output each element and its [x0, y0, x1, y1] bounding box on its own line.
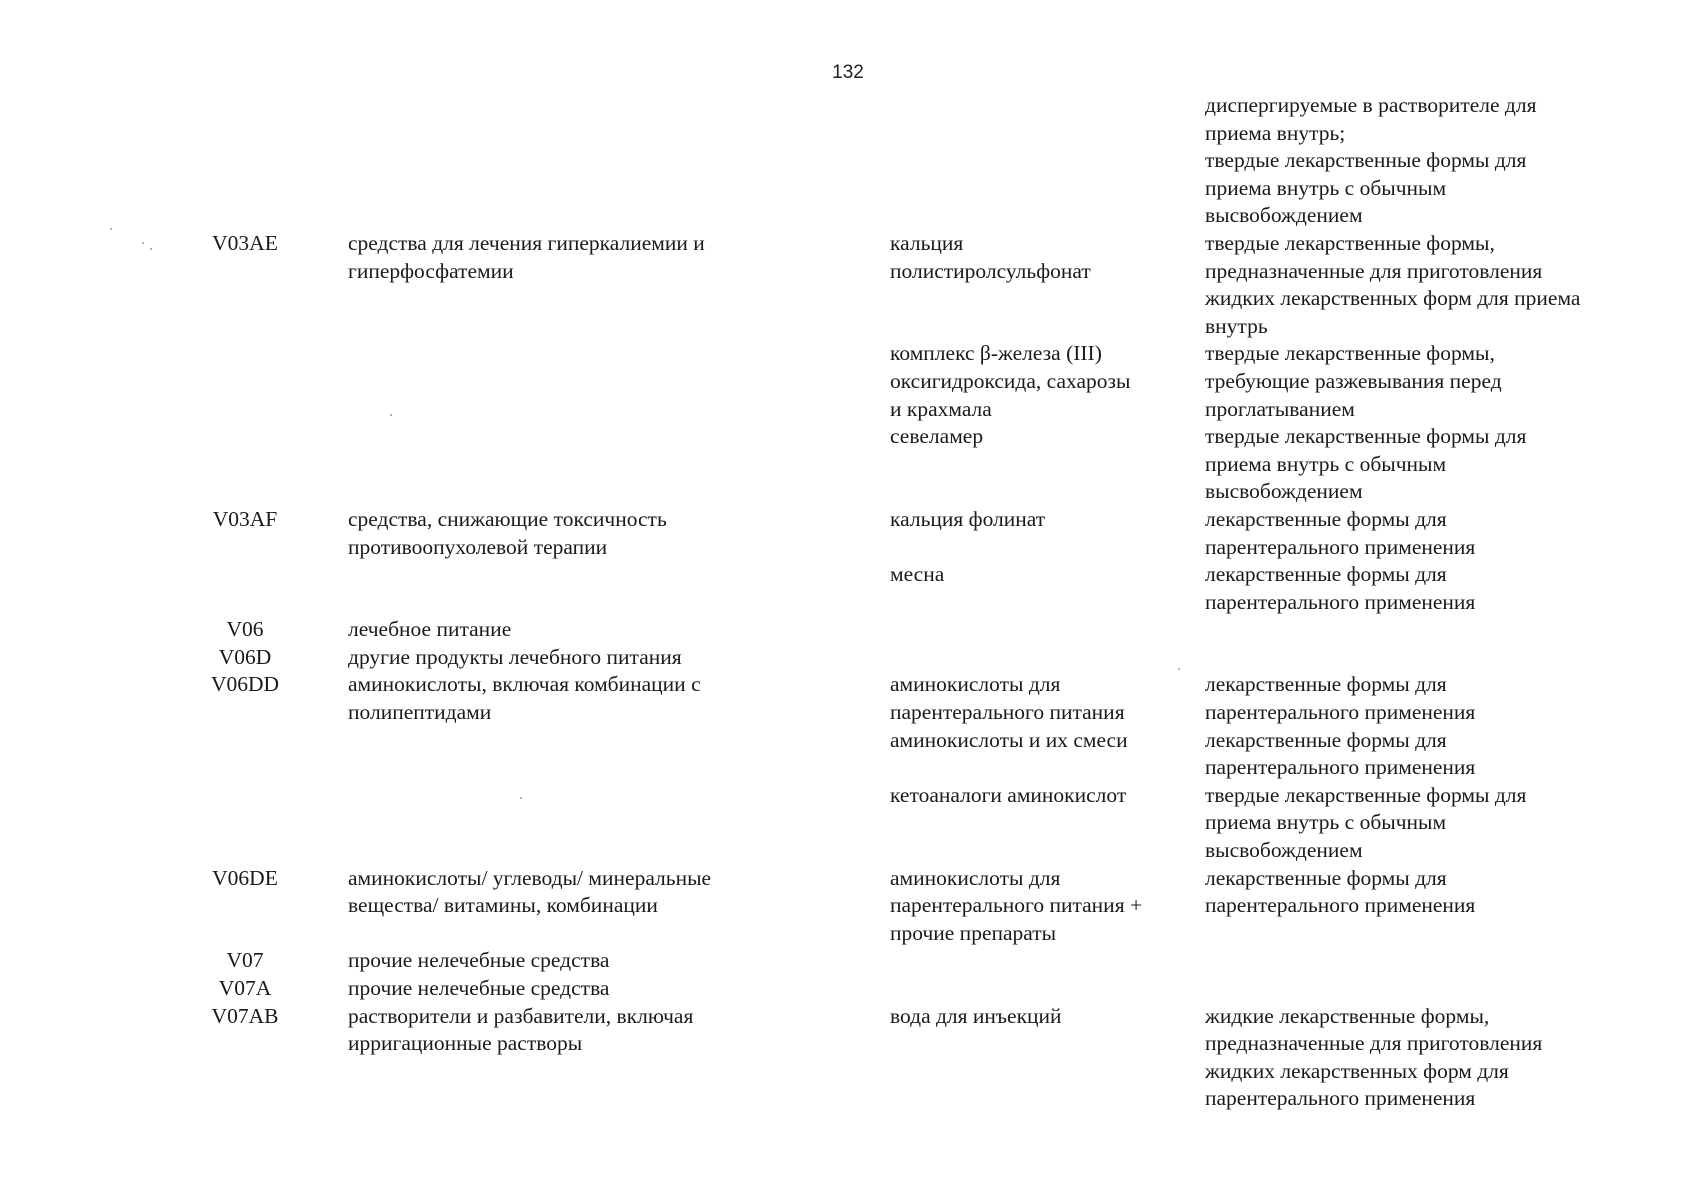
dosage-form-line: предназначенные для приготовления — [1205, 258, 1543, 283]
dosage-form-line: жидких лекарственных форм для приема — [1205, 286, 1581, 311]
atc-code: V06D — [218, 644, 272, 669]
drug-name-cell — [890, 1003, 1205, 1113]
anatomical-therapeutic-group-cell — [340, 92, 890, 230]
drug-name-cell — [890, 727, 1205, 782]
atc-code-cell — [150, 1003, 340, 1113]
dosage-form-line: парентерального применения — [1205, 755, 1476, 780]
anatomical-therapeutic-group-line: прочие нелечебные средства — [348, 948, 610, 973]
anatomical-therapeutic-group-cell — [340, 782, 890, 865]
atc-code: V07A — [218, 976, 272, 1000]
dosage-form-line: высвобождением — [1205, 479, 1363, 504]
table-row — [150, 423, 1630, 506]
drug-name-cell — [890, 423, 1205, 506]
anatomical-therapeutic-group-line: полипептидами — [348, 700, 492, 725]
dosage-form-line: лекарственные формы для — [1205, 562, 1447, 587]
atc-code-cell — [150, 975, 340, 1003]
table-row — [150, 561, 1630, 616]
dosage-form-line: парентерального применения — [1205, 700, 1476, 725]
drug-name-line: парентерального питания + — [890, 893, 1143, 918]
dosage-form-line: парентерального применения — [1205, 589, 1476, 614]
dosage-form-line: твердые лекарственные формы, — [1205, 341, 1495, 366]
dosage-form-line: высвобождением — [1205, 203, 1363, 228]
dosage-form-line: лекарственные формы для — [1205, 672, 1447, 697]
anatomical-therapeutic-group-cell — [340, 423, 890, 506]
drug-name-cell — [890, 975, 1205, 1003]
dosage-form-cell — [1205, 644, 1630, 672]
dosage-form-line: приема внутрь с обычным — [1205, 175, 1447, 200]
dosage-form-cell — [1205, 230, 1630, 340]
drug-name-line: и крахмала — [890, 396, 992, 421]
dosage-form-line: твердые лекарственные формы для — [1205, 424, 1527, 449]
anatomical-therapeutic-group-cell — [340, 616, 890, 644]
drug-name-line: парентерального питания — [890, 700, 1125, 725]
dosage-form-line: жидких лекарственных форм для — [1205, 1058, 1509, 1083]
anatomical-therapeutic-group-cell — [340, 644, 890, 672]
dosage-form-cell — [1205, 975, 1630, 1003]
dosage-form-cell — [1205, 92, 1630, 230]
dosage-form-line: твердые лекарственные формы, — [1205, 230, 1495, 255]
dosage-form-line: внутрь — [1205, 313, 1268, 338]
dosage-form-line: лекарственные формы для — [1205, 865, 1447, 890]
scan-speck — [520, 797, 522, 799]
anatomical-therapeutic-group-cell — [340, 671, 890, 726]
atc-code-cell — [150, 947, 340, 975]
dosage-form-cell — [1205, 506, 1630, 561]
anatomical-therapeutic-group-line: прочие нелечебные средства — [348, 976, 610, 1000]
anatomical-therapeutic-group-line: ирригационные растворы — [348, 1031, 583, 1056]
drug-name-cell — [890, 782, 1205, 865]
dosage-form-cell — [1205, 340, 1630, 423]
atc-code: V03AF — [212, 506, 278, 531]
anatomical-therapeutic-group-cell — [340, 561, 890, 616]
scan-speck — [110, 228, 112, 230]
atc-code-cell — [150, 782, 340, 865]
anatomical-therapeutic-group-cell — [340, 340, 890, 423]
drug-name-line: аминокислоты и их смеси — [890, 727, 1128, 752]
dosage-form-cell — [1205, 1003, 1630, 1113]
table-row — [150, 671, 1630, 726]
dosage-form-line: требующие разжевывания перед — [1205, 368, 1502, 393]
drug-name-line: кетоаналоги аминокислот — [890, 782, 1127, 807]
table-row — [150, 865, 1630, 948]
dosage-form-cell — [1205, 865, 1630, 948]
atc-code-cell — [150, 644, 340, 672]
table-row — [150, 975, 1630, 1003]
table-row — [150, 782, 1630, 865]
atc-code-cell — [150, 727, 340, 782]
anatomical-therapeutic-group-line: аминокислоты/ углеводы/ минеральные — [348, 865, 712, 890]
anatomical-therapeutic-group-cell — [340, 727, 890, 782]
dosage-form-line: лекарственные формы для — [1205, 506, 1447, 531]
table-row — [150, 727, 1630, 782]
atc-code-cell — [150, 616, 340, 644]
anatomical-therapeutic-group-cell — [340, 947, 890, 975]
drug-name-line: оксигидроксида, сахарозы — [890, 368, 1131, 393]
dosage-form-line: предназначенные для приготовления — [1205, 1031, 1543, 1056]
drug-name-line: месна — [890, 562, 945, 587]
dosage-form-cell — [1205, 947, 1630, 975]
scan-speck — [390, 414, 392, 416]
scan-speck — [142, 242, 144, 244]
anatomical-therapeutic-group-line: вещества/ витамины, комбинации — [348, 893, 658, 918]
table-row — [150, 506, 1630, 561]
drug-name-cell — [890, 644, 1205, 672]
drug-name-line: севеламер — [890, 424, 984, 449]
anatomical-therapeutic-group-cell — [340, 506, 890, 561]
atc-code: V06DD — [210, 672, 280, 697]
dosage-form-line: парентерального применения — [1205, 534, 1476, 559]
drug-name-cell — [890, 947, 1205, 975]
atc-code-cell — [150, 506, 340, 561]
anatomical-therapeutic-group-line: средства для лечения гиперкалиемии и — [348, 230, 705, 255]
drug-name-cell — [890, 340, 1205, 423]
atc-code-cell — [150, 561, 340, 616]
dosage-form-line: парентерального применения — [1205, 1086, 1476, 1111]
atc-code: V03AE — [212, 230, 278, 255]
atc-code: V06DE — [212, 865, 278, 890]
table-row — [150, 92, 1630, 230]
table-row — [150, 616, 1630, 644]
dosage-form-line: высвобождением — [1205, 838, 1363, 863]
anatomical-therapeutic-group-line: противоопухолевой терапии — [348, 534, 608, 559]
anatomical-therapeutic-group-line: гиперфосфатемии — [348, 258, 514, 283]
dosage-form-line: лекарственные формы для — [1205, 727, 1447, 752]
atc-code: V07 — [226, 948, 264, 973]
atc-code-cell — [150, 671, 340, 726]
dosage-form-line: твердые лекарственные формы для — [1205, 782, 1527, 807]
atc-code-cell — [150, 865, 340, 948]
dosage-form-cell — [1205, 616, 1630, 644]
atc-code-cell — [150, 230, 340, 340]
atc-code-cell — [150, 92, 340, 230]
drug-name-cell — [890, 865, 1205, 948]
dosage-form-line: твердые лекарственные формы для — [1205, 148, 1527, 173]
dosage-form-line: диспергируемые в растворителе для — [1205, 93, 1537, 117]
drug-name-line: полистиролсульфонат — [890, 258, 1091, 283]
drug-name-cell — [890, 561, 1205, 616]
drug-name-cell — [890, 92, 1205, 230]
dosage-form-line: жидкие лекарственные формы, — [1205, 1003, 1490, 1028]
dosage-form-cell — [1205, 423, 1630, 506]
drug-name-line: комплекс β-железа (III) — [890, 341, 1102, 366]
medication-table — [150, 92, 1630, 1113]
atc-code-cell — [150, 423, 340, 506]
table-row — [150, 230, 1630, 340]
dosage-form-line: парентерального применения — [1205, 893, 1476, 918]
anatomical-therapeutic-group-line: аминокислоты, включая комбинации с — [348, 672, 701, 697]
drug-name-line: кальция — [890, 230, 964, 255]
drug-name-cell — [890, 230, 1205, 340]
drug-name-cell — [890, 506, 1205, 561]
dosage-form-cell — [1205, 671, 1630, 726]
atc-code: V06 — [226, 617, 264, 642]
anatomical-therapeutic-group-cell — [340, 975, 890, 1003]
dosage-form-cell — [1205, 782, 1630, 865]
drug-name-cell — [890, 616, 1205, 644]
dosage-form-cell — [1205, 561, 1630, 616]
drug-name-line: прочие препараты — [890, 920, 1057, 945]
table-row — [150, 947, 1630, 975]
dosage-form-line: проглатыванием — [1205, 396, 1355, 421]
anatomical-therapeutic-group-line: средства, снижающие токсичность — [348, 506, 667, 531]
atc-code-cell — [150, 340, 340, 423]
drug-name-line: вода для инъекций — [890, 1003, 1062, 1028]
anatomical-therapeutic-group-cell — [340, 230, 890, 340]
anatomical-therapeutic-group-line: лечебное питание — [348, 617, 512, 642]
drug-name-cell — [890, 671, 1205, 726]
dosage-form-line: приема внутрь; — [1205, 120, 1346, 145]
anatomical-therapeutic-group-line: другие продукты лечебного питания — [348, 644, 682, 669]
page-number: 132 — [832, 62, 864, 83]
medication-table-body — [150, 92, 1630, 1113]
dosage-form-line: приема внутрь с обычным — [1205, 810, 1447, 835]
anatomical-therapeutic-group-cell — [340, 1003, 890, 1113]
drug-name-line: кальция фолинат — [890, 506, 1046, 531]
drug-name-line: аминокислоты для — [890, 672, 1061, 697]
atc-code: V07AB — [211, 1003, 279, 1028]
scan-speck — [1178, 668, 1180, 670]
dosage-form-line: приема внутрь с обычным — [1205, 451, 1447, 476]
table-row — [150, 340, 1630, 423]
table-row — [150, 644, 1630, 672]
scan-speck — [150, 248, 152, 250]
table-row — [150, 1003, 1630, 1113]
anatomical-therapeutic-group-cell — [340, 865, 890, 948]
dosage-form-cell — [1205, 727, 1630, 782]
anatomical-therapeutic-group-line: растворители и разбавители, включая — [348, 1003, 694, 1028]
drug-name-line: аминокислоты для — [890, 865, 1061, 890]
